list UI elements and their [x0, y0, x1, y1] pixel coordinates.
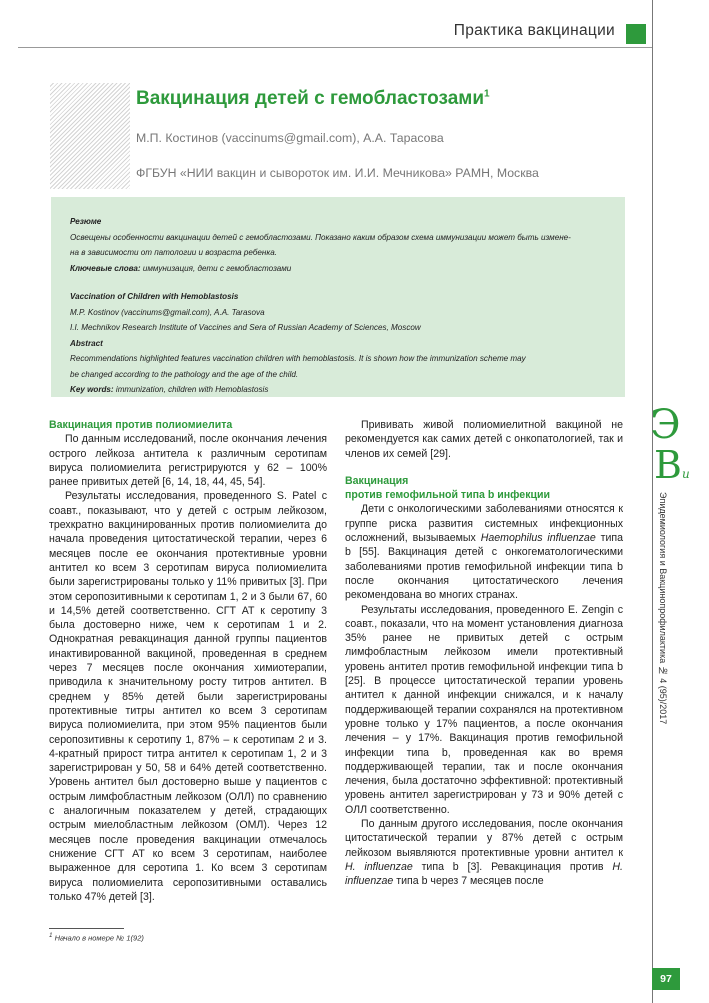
footnote-divider [49, 928, 124, 929]
paragraph: Результаты исследования, проведенного E. Zengin с соавт., показали, что на момент установления диагноза 35% ранее не привитых детей с острым лимфобластным лейкозом имели протективный уровень антител против гемофильной инфекции типа b [25]. В процессе цитостатической терапии уровень антител к данной инфекции снижался, и к началу поддерживающей терапии сохранялся на протективном уровне только у 17% пациентов, а после окончания лечения – у 17%. Вакцинация против гемофильной инфекции типа b, проведенная как во время поддерживающей терапии, так и после окончания лечения, была достаточно эффективной: протективный уровень антител зарегистрирован у 73 и 90% детей с ОЛЛ соответственно. [345, 603, 623, 816]
journal-name-vertical: Эпидемиология и Вакцинопрофилактика № 4 (95)/2017 [658, 492, 668, 725]
abstract-ru-keywords: Ключевые слова: иммунизация, дети с гемобластозами [70, 263, 292, 273]
right-column [345, 418, 623, 889]
abstract-ru-line-2: на в зависимости от патологии и возраста ребенка. [70, 248, 277, 257]
section-heading-polio: Вакцинация против полиомиелита [49, 419, 233, 431]
paragraph: По данным исследований, после окончания лечения острого лейкоза антитела к различным серотипам вируса полиомиелита регистрируются у 62 – 100% ранее привитых детей [6, 14, 18, 44, 45, 54]. [49, 433, 327, 489]
margin-divider [652, 0, 653, 1003]
abstract-en-heading: Abstract [70, 338, 103, 348]
paragraph: Прививать живой полиомиелитной вакциной не рекомендуется как самих детей с онкопатологией, так и членов их семей [29]. [345, 419, 623, 460]
abstract-en-line-2: be changed according to the pathology and the age of the child. [70, 369, 299, 379]
abstract-en-title: Vaccination of Children with Hemoblastosis [70, 292, 239, 301]
abstract-ru-heading: Резюме [70, 217, 102, 226]
paragraph: По данным другого исследования, после окончания цитостатической терапии у 87% детей с острым лейкозом выявляются протективные уровни антител к H. influenzae типа b [3]. Ревакцинация против H. influenzae типа b через 7 месяцев после [345, 818, 623, 888]
abstract-en-authors: M.P. Kostinov (vaccinums@gmail.com), A.A. Tarasova [70, 307, 265, 317]
section-heading-hib: Вакцинация против гемофильной типа b инфекции [345, 474, 551, 502]
footnote: $^1$ Начало в номере № 1(92) [49, 932, 144, 943]
hatched-decoration [50, 83, 130, 189]
title-footnote-marker: 1 [484, 88, 490, 100]
paragraph: Результаты исследования, проведенного S. Patel с соавт., показывают, что у детей с острым лейкозом, трехкратно вакцинированных против полиомиелита до начала проведения цитостатической терапии, через 6 месяцев после ее окончания протективные уровни антител ко всем 3 серотипам вируса полиомиелита были зарегистрированы только у 11% привитых [3]. При этом серопозитивными к серотипам 1, 2 и 3 были 67, 60 и 14,5% детей соответственно. СГТ АТ к серотипу 3 была достоверно ниже, чем к серотипам 1 и 2. Однократная ревакцинация данной группы пациентов инактивированной вакциной, проведенная в среднем через 7 месяцев после окончания химиотерапии, приводила к значительному росту титров антител. В среднем у 85% детей были зарегистрированы протективные титры антител ко всем 3 серотипам вируса полиомиелита, при этом 95% пациентов были серопозитивны к серотипу 1, 87% – к серотипам 2 и 3. 4-кратный прирост титра антител к серотипам 1, 2 и 3 зарегистрирован у 50, 58 и 64% детей соответственно. Уровень антител был достоверно выше у пациентов с острым лимфобластным лейкозом (ОЛЛ) по сравнению с аналогичным показателем у детей, страдающих острым миелобластным лейкозом (ОМЛ). Через 12 месяцев после проведения вакцинации отмечалось снижение СГТ АТ ко всем 3 серотипам, наиболее выраженное для серотипа 1. Ко всем 3 серотипам вируса полиомиелита серопозитивными оставались только 47% детей [3]. [49, 490, 327, 903]
paragraph: Дети с онкологическими заболеваниями относятся к группе риска развития системных инфекционных осложнений, вызываемых Haemophilus influenzae типа b [55]. Вакцинация детей с онкогематологическими заболеваниями против гемофильной инфекции типа b после окончания цитостатического лечения рекомендована во многих странах. [345, 503, 624, 602]
abstract-en-affiliation: I.I. Mechnikov Research Institute of Vaccines and Sera of Russian Academy of Sciences, Moscow [70, 323, 421, 332]
abstract-box [51, 197, 625, 397]
journal-logo: Э Ви [650, 402, 690, 487]
left-column [49, 418, 327, 904]
abstract-en-line-1: Recommendations highlighted features vaccination children with hemoblastosis. It is shown how the immunization scheme may [70, 354, 526, 363]
article-affiliation: ФГБУН «НИИ вакцин и сывороток им. И.И. Мечникова» РАМН, Москва [136, 166, 539, 180]
header-divider [18, 47, 652, 48]
article-title: Вакцинация детей с гемобластозами$^1$ [136, 88, 490, 109]
page-number: 97 [652, 968, 680, 990]
abstract-ru-line-1: Освещены особенности вакцинации детей с гемобластозами. Показано каким образом схема иммунизации может быть измене- [70, 232, 571, 242]
section-marker [626, 24, 646, 44]
abstract-en-keywords: Key words: immunization, children with Hemoblastosis [70, 385, 269, 394]
article-authors: М.П. Костинов (vaccinums@gmail.com), А.А. Тарасова [136, 131, 444, 145]
section-title: Практика вакцинации [453, 22, 615, 39]
